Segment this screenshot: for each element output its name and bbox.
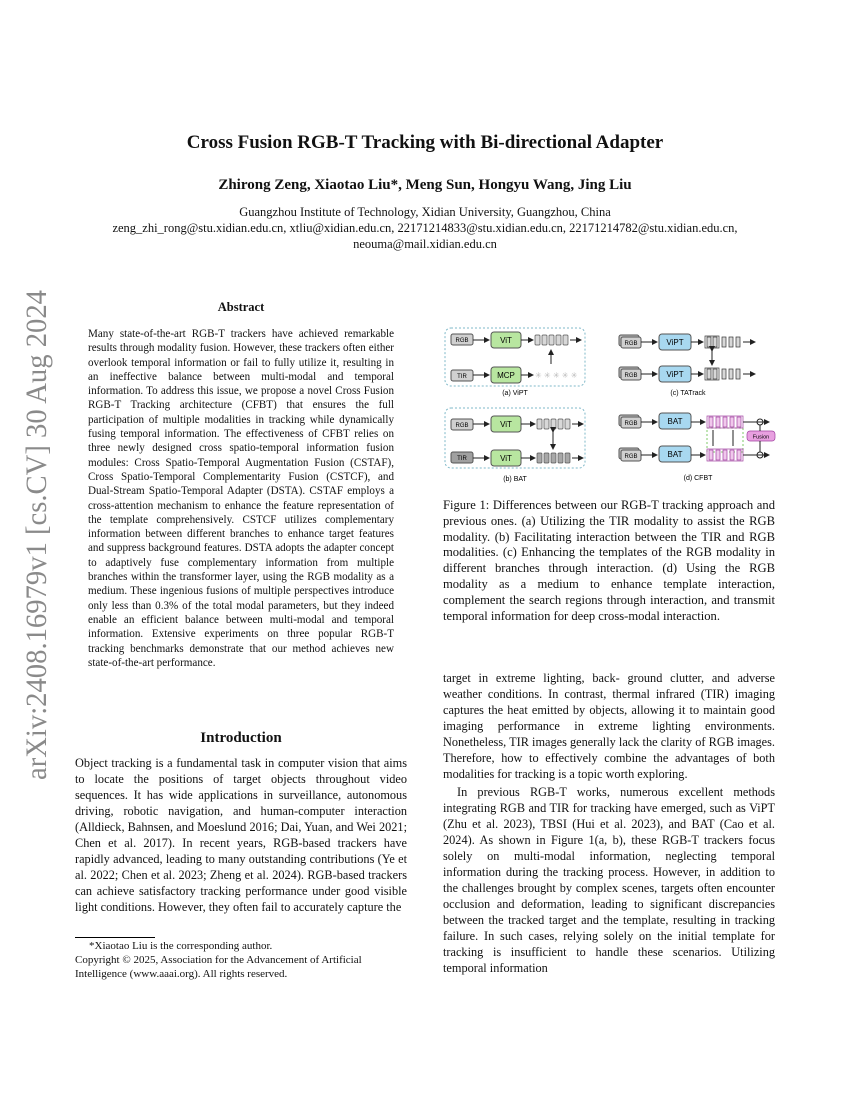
copyright-notice: Copyright © 2025, Association for the Advancement of Artificial Intelligence (www.aaai.org). All rights reserved. [75,954,362,980]
c-caption: (c) TATrack [670,390,706,397]
a-mcp-label: MCP [497,371,515,380]
affiliation: Guangzhou Institute of Technology, Xidian University, Guangzhou, China [239,205,611,219]
introduction-heading: Introduction [200,730,282,746]
b-caption: (b) BAT [503,476,527,483]
c-rgb-label-1: RGB [624,341,638,347]
d-bat-label-1: BAT [667,417,683,426]
a-caption: (a) ViPT [502,390,528,397]
footnote-corresponding: *Xiaotao Liu is the corresponding author. [89,940,273,952]
author-list: Zhirong Zeng, Xiaotao Liu*, Meng Sun, Hongyu Wang, Jing Liu [218,177,632,193]
intro-paragraph-2: In previous RGB-T works, numerous excellent methods integrating RGB and TIR for tracking have emerged, such as ViPT (Zhu et al. 2023), TBSI (Hui et al. 2023), and BAT (Cao et al. 2024). As shown in Figure 1(a, b), these RGB-T trackers focus solely on multi-modal information, neglecting temporal information during the tracking process. However, in addition to the challenges brought by complex scenes, targets often encounter occlusion and deformation, leading to significant discrepancies between the tracked target and the template, resulting in tracking failure. In such cases, relying solely on the initial template for tracking is insufficient to handle these scenarios. Utilizing temporal information [443,785,775,975]
b-rgb-label: RGB [455,423,469,429]
abstract-body: Many state-of-the-art RGB-T trackers have achieved remarkable results through modality fusion. However, these trackers often either overlook temporal information or fail to fully utilize it, resulting in an ineffective balance between multi-modal and temporal information. To address this issue, we propose a novel Cross Fusion RGB-T Tracking architecture (CFBT) that ensures the full participation of multiple modalities in tracking while dynamically fusing temporal information. The effectiveness of CFBT relies on three newly designed cross spatio-temporal information fusion modules: Cross Spatio-Temporal Augmentation Fusion (CSTAF), Cross Spatio-Temporal Complementarity Fusion (CSTCF), and Dual-Stream Spatio-Temporal Adapter (DSTA). CSTAF employs a cross-attention mechanism to enhance the feature representation of the template comprehensively. CSTCF utilizes complementary information between different branches to enhance target features and suppress background features. DSTA adopts the adapter concept to adaptively fuse complementary information from multiple branches within the transformer layer, using the RGB modality as a medium. These ingenious fusions of multiple perspectives introduce only less than 0.3% of the total modal parameters, but they indeed enable an efficient balance between multi-modal and temporal information. Extensive experiments on three popular RGB-T tracking benchmarks demonstrate that our method achieves new state-of-the-art performance. [88,328,394,669]
c-vipt-label-1: ViPT [666,338,684,347]
affiliation-block [60,204,790,252]
d-fusion-label: Fusion [752,434,770,441]
panel-d-cfbt [619,413,775,482]
arxiv-stamp-text: arXiv:2408.16979v1 [cs.CV] 30 Aug 2024 [20,286,53,780]
arxiv-side-stamp [10,286,60,782]
panel-b-bat [445,408,585,483]
figure-1-caption: Figure 1: Differences between our RGB-T tracking approach and previous ones. (a) Utilizing the TIR modality to assist the RGB modality. (b) Facilitating interaction between the TIR and RGB modalities. (c) Enhancing the templates of the RGB modality in different branches through interaction. (d) Using the RGB modality as a medium to enhance template interaction, complement the search regions through interaction, and transmit temporal information for deep cross-modal interaction. [443,498,775,623]
footnote-block [75,937,407,981]
introduction-paragraph: Object tracking is a fundamental task in computer vision that aims to locate the positions of target objects throughout video sequences. It has wide applications in surveillance, autonomous driving, robotic navigation, and human-computer interaction (Alldieck, Bahnsen, and Moeslund 2016; Dai, Yuan, and Wei 2021; Chen et al. 2017). In recent years, RGB-based trackers have rapidly advanced, leading to many outstanding contributions (Ye et al. 2022; Chen et al. 2023; Zheng et al. 2024). RGB-based trackers can achieve satisfactory tracking performance under good visible light conditions. However, they often fail to accurately capture the [75,756,407,914]
figure-1 [443,324,777,494]
right-column-body [443,670,775,976]
intro-paragraph-continued: target in extreme lighting, back- ground clutter, and adverse weather conditions. In contrast, thermal infrared (TIR) imaging captures the heat emitted by objects, allowing it to maintain good imaging performance in extreme lighting environments. Nonetheless, TIR images generally lack the clarity of RGB images. Therefore, how to effectively combine the advantages of both modalities for tracking is a topic worth exploring. [443,671,775,781]
d-rgb-label-2: RGB [624,454,638,460]
emails-line-1: zeng_zhi_rong@stu.xidian.edu.cn, xtliu@xidian.edu.cn, 22171214833@stu.xidian.edu.cn, 22171214782@stu.xidian.edu.cn, [112,221,738,235]
b-vit-label-2: ViT [500,454,512,463]
emails-line-2: neouma@mail.xidian.edu.cn [353,237,497,251]
paper-title: Cross Fusion RGB-T Tracking with Bi-directional Adapter [186,132,664,153]
b-tir-label: TIR [457,456,467,462]
a-rgb-label: RGB [455,338,469,344]
c-vipt-label-2: ViPT [666,370,684,379]
d-bat-label-2: BAT [667,450,683,459]
b-vit-label-1: ViT [500,420,512,429]
abstract-heading: Abstract [217,300,265,314]
c-rgb-label-2: RGB [624,373,638,379]
d-caption: (d) CFBT [683,475,713,482]
svg-text:✳ ✳ ✳ ✳ ✳: ✳ ✳ ✳ ✳ ✳ [535,371,578,380]
a-vit-label: ViT [500,336,512,345]
panel-c-tatrack [619,334,755,397]
panel-a-vipt [445,328,585,397]
d-rgb-label-1: RGB [624,421,638,427]
a-tir-label: TIR [457,374,467,380]
